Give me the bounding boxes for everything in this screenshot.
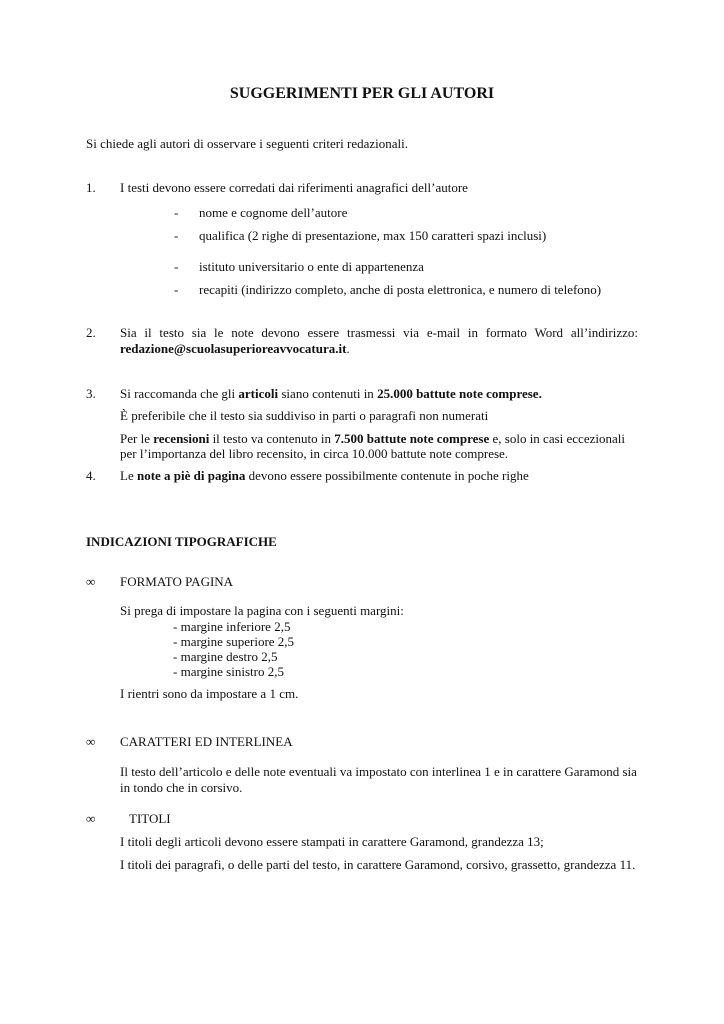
item-number-1: 1. (86, 180, 96, 195)
dash: - (174, 259, 179, 274)
item-1-sub-2: qualifica (2 righe di presentazione, max 150 caratteri spazi inclusi) (199, 228, 547, 243)
dash: - (174, 228, 179, 243)
item-3-line-1 (120, 386, 542, 402)
characters-line-2: in tondo che in corsivo. (120, 780, 243, 795)
titles-line-2: I titoli dei paragrafi, o delle parti del testo, in carattere Garamond, corsivo, grassetto, grandezza 11. (120, 857, 636, 872)
text-run: Le (120, 468, 137, 483)
text-run: siano contenuti in (278, 386, 378, 401)
text-run: e, solo in casi eccezionali (489, 431, 625, 446)
margin-item: - margine superiore 2,5 (173, 634, 295, 649)
subsection-title-characters: CARATTERI ED INTERLINEA (120, 734, 293, 749)
indent-text: I rientri sono da impostare a 1 cm. (120, 686, 299, 701)
margin-item: - margine destro 2,5 (173, 649, 278, 664)
margin-item: - margine inferiore 2,5 (173, 619, 291, 634)
item-3-line-2: È preferibile che il testo sia suddiviso in parti o paragrafi non numerati (120, 408, 489, 423)
infinity-bullet-icon: ∞ (86, 811, 96, 826)
titles-line-1: I titoli degli articoli devono essere stampati in carattere Garamond, grandezza 13; (120, 834, 544, 849)
subsection-title-format: FORMATO PAGINA (120, 574, 234, 589)
item-2-email-line (120, 341, 350, 357)
text-run: devono essere possibilmente contenute in poche righe (245, 468, 529, 483)
item-1-sub-4: recapiti (indirizzo completo, anche di posta elettronica, e numero di telefono) (199, 282, 602, 297)
page-title: SUGGERIMENTI PER GLI AUTORI (229, 85, 495, 102)
bold-run: recensioni (153, 431, 210, 446)
dash: - (174, 282, 179, 297)
text-run: Si raccomanda che gli (120, 386, 239, 401)
margin-item: - margine sinistro 2,5 (173, 664, 284, 679)
item-number-4: 4. (86, 468, 96, 483)
infinity-bullet-icon: ∞ (86, 734, 96, 749)
infinity-bullet-icon: ∞ (86, 574, 96, 589)
item-2-text: Sia il testo sia le note devono essere trasmessi via e-mail in formato Word all’indirizzo: (120, 325, 638, 340)
item-number-3: 3. (86, 386, 96, 401)
bold-run: articoli (238, 386, 279, 401)
bold-run: 7.500 battute note comprese (334, 431, 490, 446)
format-text: Si prega di impostare la pagina con i seguenti margini: (120, 603, 404, 618)
section-heading: INDICAZIONI TIPOGRAFICHE (86, 534, 277, 549)
item-4-text (120, 468, 529, 484)
dash: - (174, 205, 179, 220)
email-address: redazione@scuolasuperioreavvocatura.it (120, 341, 347, 356)
characters-line-1: Il testo dell’articolo e delle note eventuali va impostato con interlinea 1 e in carattere Garamond sia (120, 764, 637, 779)
item-1-text: I testi devono essere corredati dai riferimenti anagrafici dell’autore (120, 180, 468, 195)
text-run: Per le (120, 431, 154, 446)
subsection-title-titles: TITOLI (129, 811, 171, 826)
bold-run: 25.000 battute note comprese. (377, 386, 542, 401)
item-number-2: 2. (86, 325, 96, 340)
item-3-line-4: per l’importanza del libro recensito, in circa 10.000 battute note comprese. (120, 446, 509, 461)
item-1-sub-3: istituto universitario o ente di appartenenza (199, 259, 424, 274)
text-run: il testo va contenuto in (209, 431, 335, 446)
item-1-sub-1: nome e cognome dell’autore (199, 205, 348, 220)
intro-text: Si chiede agli autori di osservare i seguenti criteri redazionali. (86, 136, 408, 151)
email-period: . (346, 341, 350, 356)
bold-run: note a piè di pagina (136, 468, 246, 483)
item-3-line-3 (120, 431, 625, 447)
